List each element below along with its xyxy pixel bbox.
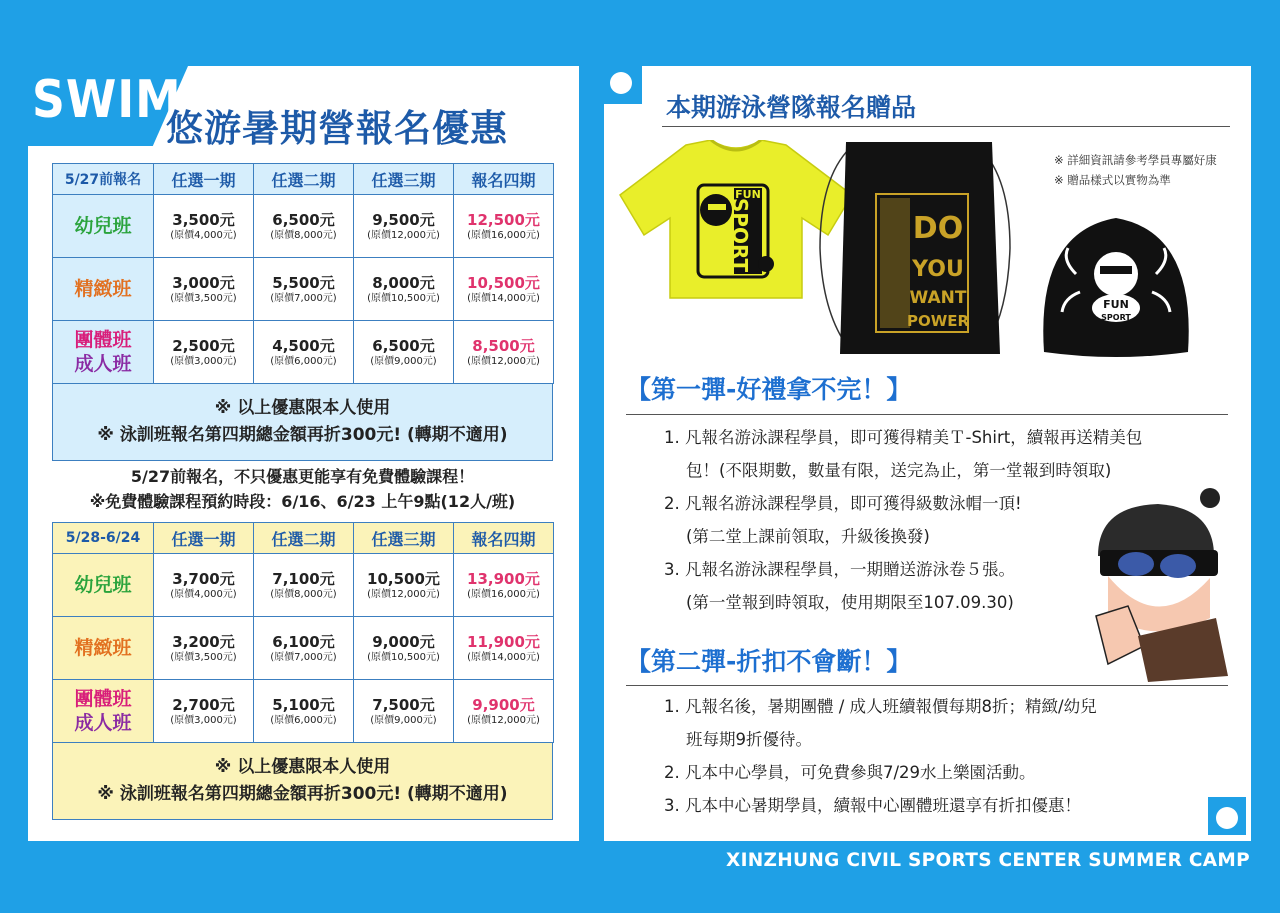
note-line: ※ 泳訓班報名第四期總金額再折300元! (轉期不適用): [97, 425, 508, 445]
tshirt-sport-text: SPORT: [728, 197, 752, 273]
cap-sport-text: SPORT: [1101, 313, 1131, 322]
price-cell: [254, 617, 354, 680]
column-header: 任選二期: [254, 164, 354, 195]
price-cell: [354, 321, 454, 384]
corner-punch-top: [604, 66, 642, 104]
note-line: ※ 泳訓班報名第四期總金額再折300元! (轉期不適用): [97, 784, 508, 804]
corner-punch-bottom: [1208, 797, 1246, 835]
original-price: (原價3,000元): [170, 355, 237, 367]
price-cell: [254, 321, 354, 384]
price-cell: [354, 680, 454, 743]
discount-price: 7,100元: [272, 569, 335, 588]
class-name: 團體班: [74, 329, 132, 351]
column-header: 任選二期: [254, 523, 354, 554]
discount-price: 2,700元: [172, 695, 235, 714]
original-price: (原價3,500元): [170, 651, 237, 663]
price-cell: [254, 554, 354, 617]
discount-price: 6,500元: [272, 210, 335, 229]
price-table-early: [52, 163, 553, 461]
discount-price: 6,500元: [372, 336, 435, 355]
period-header: 5/27前報名: [53, 164, 154, 195]
discount-price: 9,000元: [372, 632, 435, 651]
original-price: (原價12,000元): [467, 355, 540, 367]
discount-price: 9,500元: [372, 210, 435, 229]
discount-price: 10,500元: [467, 273, 540, 292]
table-row: [53, 321, 554, 384]
divider: [662, 126, 1230, 127]
list-item: 1. 凡報名後，暑期團體 / 成人班續報價每期8折；精緻/幼兒: [664, 697, 1097, 716]
list-item: 3. 凡本中心暑期學員，續報中心團體班還享有折扣優惠！: [664, 796, 1081, 815]
price-cell: [154, 680, 254, 743]
section2-list: [664, 690, 1097, 822]
discount-price: 12,500元: [467, 210, 540, 229]
class-name: 成人班: [74, 353, 132, 375]
discount-price: 3,500元: [172, 210, 235, 229]
original-price: (原價14,000元): [467, 651, 540, 663]
list-item: 2. 凡報名游泳課程學員，即可獲得級數泳帽一頂!: [664, 494, 1022, 513]
price-cell: [254, 195, 354, 258]
promo-line: ※免費體驗課程預約時段：6/16、6/23 上午9點(12人/班): [89, 492, 516, 511]
discount-price: 9,900元: [472, 695, 535, 714]
discount-price: 13,900元: [467, 569, 540, 588]
original-price: (原價6,000元): [270, 714, 337, 726]
column-header: 報名四期: [454, 164, 554, 195]
note-line: ※ 以上優惠限本人使用: [214, 757, 391, 777]
tshirt-fun-text: FUN: [735, 188, 761, 201]
class-name: 精緻班: [74, 278, 132, 300]
list-item: (第二堂上課前領取，升級後換發): [686, 527, 930, 546]
price-table: [52, 522, 554, 743]
mascot-illustration: [1078, 486, 1234, 686]
original-price: (原價12,000元): [367, 588, 440, 600]
list-item: 包！(不限期數，數量有限，送完為止，第一堂報到時領取): [686, 461, 1112, 480]
discount-price: 3,000元: [172, 273, 235, 292]
class-name: 幼兒班: [74, 215, 132, 237]
discount-price: 11,900元: [467, 632, 540, 651]
class-name-cell: [53, 680, 154, 743]
drawstring-bag-image: [810, 138, 1020, 362]
original-price: (原價10,500元): [367, 651, 440, 663]
note-line: ※ 以上優惠限本人使用: [214, 398, 391, 418]
gift-title: 本期游泳營隊報名贈品: [666, 93, 917, 122]
discount-price: 4,500元: [272, 336, 335, 355]
discount-price: 5,500元: [272, 273, 335, 292]
original-price: (原價8,000元): [270, 588, 337, 600]
list-item: (第一堂報到時領取，使用期限至107.09.30): [686, 593, 1014, 612]
original-price: (原價9,000元): [370, 355, 437, 367]
original-price: (原價9,000元): [370, 714, 437, 726]
swim-badge-text: SWIM: [32, 70, 182, 130]
discount-price: 3,200元: [172, 632, 235, 651]
column-header: 任選三期: [354, 523, 454, 554]
bag-text-want: WANT: [909, 288, 967, 308]
price-cell: [154, 554, 254, 617]
original-price: (原價12,000元): [367, 229, 440, 241]
price-table: [52, 163, 554, 384]
table-row: [53, 195, 554, 258]
cap-fun-text: FUN: [1103, 298, 1129, 311]
notes-box: [52, 743, 553, 820]
class-name: 幼兒班: [74, 574, 132, 596]
discount-price: 5,100元: [272, 695, 335, 714]
original-price: (原價14,000元): [467, 292, 540, 304]
price-cell: [254, 258, 354, 321]
section1-title: 【第一彈-好禮拿不完！】: [626, 375, 912, 404]
side-note-line: ※ 贈品樣式以實物為準: [1054, 173, 1171, 187]
discount-price: 8,000元: [372, 273, 435, 292]
original-price: (原價10,500元): [367, 292, 440, 304]
notes-box: [52, 384, 553, 461]
original-price: (原價4,000元): [170, 229, 237, 241]
price-cell: [354, 554, 454, 617]
price-cell: [154, 617, 254, 680]
class-name-cell: [53, 195, 154, 258]
price-cell: [154, 321, 254, 384]
list-item: 班每期9折優待。: [686, 730, 812, 749]
list-item: 2. 凡本中心學員，可免費參與7/29水上樂園活動。: [664, 763, 1036, 782]
page-title: 悠游暑期營報名優惠: [166, 107, 508, 150]
discount-price: 7,500元: [372, 695, 435, 714]
list-item: 3. 凡報名游泳課程學員，一期贈送游泳卷５張。: [664, 560, 1015, 579]
column-header: 任選三期: [354, 164, 454, 195]
side-notes: [1054, 150, 1217, 190]
original-price: (原價3,500元): [170, 292, 237, 304]
price-cell: [454, 617, 554, 680]
discount-price: 2,500元: [172, 336, 235, 355]
price-table-late: [52, 522, 553, 820]
table-row: [53, 680, 554, 743]
price-cell: [154, 258, 254, 321]
class-name: 成人班: [74, 712, 132, 734]
column-header: 任選一期: [154, 523, 254, 554]
section2-title: 【第二彈-折扣不會斷！】: [626, 647, 912, 676]
original-price: (原價12,000元): [467, 714, 540, 726]
table-row: [53, 617, 554, 680]
price-cell: [354, 258, 454, 321]
price-cell: [354, 195, 454, 258]
price-cell: [354, 617, 454, 680]
bag-text-power: POWER: [906, 312, 970, 330]
class-name: 團體班: [74, 688, 132, 710]
original-price: (原價3,000元): [170, 714, 237, 726]
divider: [626, 414, 1228, 415]
discount-price: 6,100元: [272, 632, 335, 651]
class-name-cell: [53, 554, 154, 617]
price-cell: [154, 195, 254, 258]
class-name-cell: [53, 617, 154, 680]
side-note-line: ※ 詳細資訊請參考學員專屬好康: [1054, 153, 1217, 167]
original-price: (原價16,000元): [467, 588, 540, 600]
swim-cap-image: [1036, 212, 1196, 362]
original-price: (原價16,000元): [467, 229, 540, 241]
section1-list: [664, 421, 1142, 619]
table-row: [53, 258, 554, 321]
price-cell: [254, 680, 354, 743]
price-cell: [454, 680, 554, 743]
price-cell: [454, 554, 554, 617]
column-header: 報名四期: [454, 523, 554, 554]
class-name-cell: [53, 321, 154, 384]
original-price: (原價8,000元): [270, 229, 337, 241]
discount-price: 10,500元: [367, 569, 440, 588]
period-header: 5/28-6/24: [53, 523, 154, 554]
original-price: (原價4,000元): [170, 588, 237, 600]
class-name: 精緻班: [74, 637, 132, 659]
discount-price: 3,700元: [172, 569, 235, 588]
price-cell: [454, 258, 554, 321]
table-row: [53, 554, 554, 617]
original-price: (原價6,000元): [270, 355, 337, 367]
column-header: 任選一期: [154, 164, 254, 195]
promo-line: 5/27前報名，不只優惠更能享有免費體驗課程！: [130, 467, 475, 486]
list-item: 1. 凡報名游泳課程學員，即可獲得精美Ｔ-Shirt，續報再送精美包: [664, 428, 1143, 447]
bag-text-you: YOU: [912, 257, 964, 282]
price-cell: [454, 321, 554, 384]
promo-middle-text: [52, 464, 553, 514]
original-price: (原價7,000元): [270, 292, 337, 304]
price-cell: [454, 195, 554, 258]
class-name-cell: [53, 258, 154, 321]
original-price: (原價7,000元): [270, 651, 337, 663]
bag-text-do: DO: [912, 211, 964, 246]
discount-price: 8,500元: [472, 336, 535, 355]
footer-text: XINZHUNG CIVIL SPORTS CENTER SUMMER CAMP: [726, 850, 1250, 871]
